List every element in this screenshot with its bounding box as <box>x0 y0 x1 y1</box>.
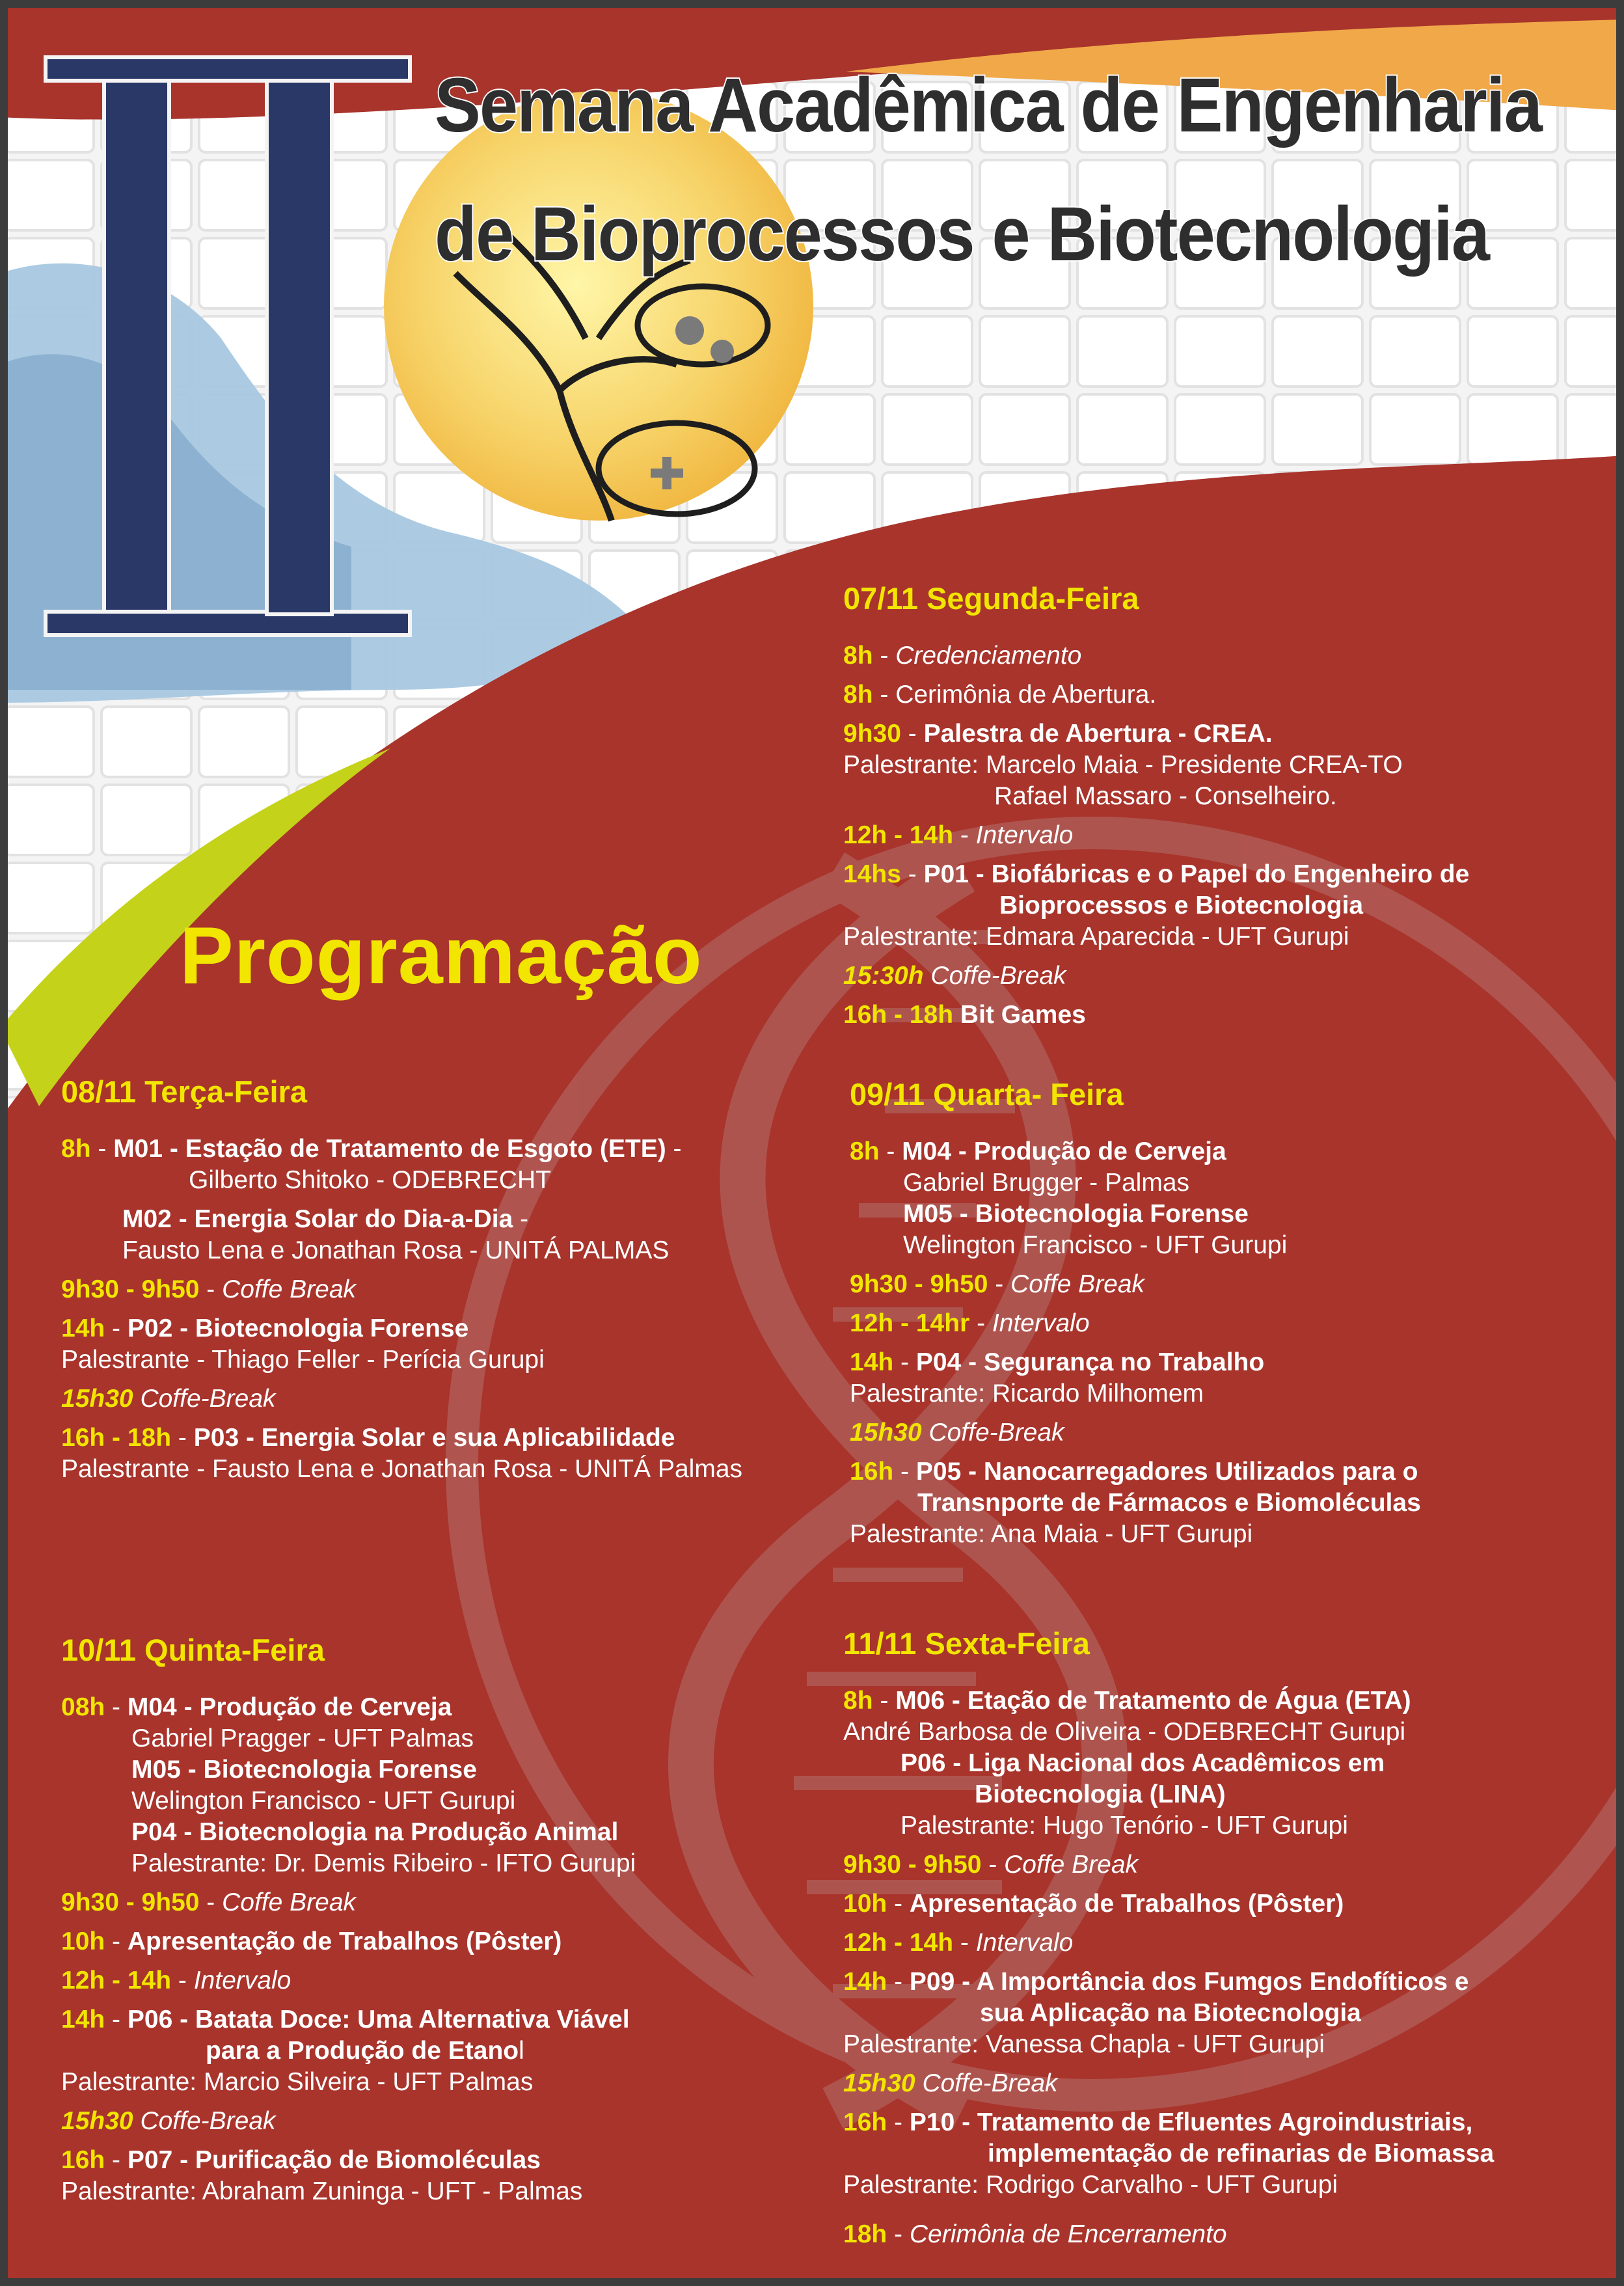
entry-text: P10 - Tratamento de Efluentes Agroindustriais, <box>909 2108 1473 2136</box>
entry-text: P06 - Liga Nacional dos Acadêmicos em <box>900 1749 1385 1777</box>
entry-line <box>843 2138 1494 2170</box>
entry-time: 16h - 18h <box>61 1424 172 1452</box>
entry-separator: - <box>887 1890 910 1918</box>
entry-text: Fausto Lena e Jonathan Rosa - UNITÁ PALMAS <box>122 1236 670 1264</box>
entry-time: 16h - 18h <box>843 1001 954 1029</box>
entry-text: Gilberto Shitoko - ODEBRECHT <box>189 1166 551 1194</box>
entry-separator: - <box>171 1966 194 1994</box>
entry-line <box>843 1998 1494 2029</box>
entry-text: P04 - Biotecnologia na Produção Animal <box>131 1818 619 1846</box>
entry-line <box>843 1000 1469 1031</box>
entry-time: 12h - 14h <box>843 1929 954 1957</box>
schedule-entry <box>843 1888 1494 1920</box>
entry-separator: - <box>105 1314 128 1342</box>
entry-line <box>843 1849 1494 1881</box>
entry-line <box>61 2067 636 2098</box>
entry-separator: - <box>953 1929 976 1957</box>
schedule-entry <box>850 1417 1421 1449</box>
entry-line <box>843 2029 1494 2060</box>
entry-line <box>61 2106 636 2137</box>
entry-time: 10h <box>843 1890 887 1918</box>
entry-text: Palestrante: Dr. Demis Ribeiro - IFTO Gurupi <box>131 1849 636 1877</box>
entry-time: 8h <box>61 1135 91 1163</box>
schedule-entry <box>850 1269 1421 1300</box>
entry-time: 12h - 14h <box>61 1966 172 1994</box>
entry-text: Coffe Break <box>1010 1270 1145 1298</box>
schedule-entry <box>61 1422 742 1485</box>
entry-separator: - <box>887 1968 910 1996</box>
entry-text: P02 - Biotecnologia Forense <box>127 1314 469 1342</box>
entry-line <box>843 1888 1494 1920</box>
entry-text: Cerimônia de Encerramento <box>909 2220 1227 2248</box>
entry-line <box>61 1692 636 1723</box>
entry-text: Apresentação de Trabalhos (Pôster) <box>127 1927 562 1955</box>
schedule-entry <box>61 1887 636 1918</box>
entry-text: Palestrante - Fausto Lena e Jonathan Rosa - UNITÁ Palmas <box>61 1455 743 1483</box>
entry-line <box>61 1274 742 1305</box>
day-block-0711 <box>843 579 1469 1031</box>
programacao-heading: Programação <box>180 911 703 1001</box>
entry-separator: - <box>953 821 976 849</box>
entry-time: 15h30 <box>850 1419 922 1447</box>
day-block-0811 <box>61 1072 742 1485</box>
entry-time: 9h30 - 9h50 <box>61 1888 200 1916</box>
entry-text: Gabriel Brugger - Palmas <box>903 1169 1190 1197</box>
entry-line <box>843 1717 1494 1748</box>
entry-time: 16h <box>843 2108 887 2136</box>
entry-line <box>61 1965 636 1996</box>
entry-line <box>61 1165 742 1196</box>
entry-time: 8h <box>843 1687 873 1715</box>
entry-separator <box>133 2107 141 2135</box>
entry-text: Palestrante - Thiago Feller - Perícia Gurupi <box>61 1346 545 1374</box>
entry-text: Coffe Break <box>222 1888 357 1916</box>
entry-text: M05 - Biotecnologia Forense <box>131 1756 477 1784</box>
entry-text: - Produção de Cerveja <box>176 1693 452 1721</box>
entry-text: - <box>513 1205 529 1233</box>
entry-text: Palestrante: Ana Maia - UFT Gurupi <box>850 1520 1253 1548</box>
entry-separator: - <box>105 2146 128 2174</box>
entry-text: Intervalo <box>975 1929 1074 1957</box>
entry-separator: - <box>873 642 896 670</box>
entry-time: 14hs <box>843 860 901 888</box>
entry-text: M04 - Produção de Cerveja <box>902 1137 1226 1165</box>
entry-time: 15h30 <box>61 2107 133 2135</box>
entry-separator: - <box>900 860 924 888</box>
entry-text: M01 - Estação de Tratamento de Esgoto (ETE) <box>113 1135 666 1163</box>
entry-text: M06 - Etação de Tratamento de Água (ETA) <box>895 1687 1411 1715</box>
entry-line <box>843 921 1469 953</box>
entry-time: 18h <box>843 2220 887 2248</box>
entry-line <box>61 1204 742 1235</box>
entry-line <box>61 1235 742 1266</box>
entry-text: Bit Games <box>960 1001 1086 1029</box>
entry-text: Palestrante: Hugo Tenório - UFT Gurupi <box>900 1812 1348 1840</box>
day-title: 09/11 Quarta- Feira <box>850 1077 1124 1111</box>
entry-time: 14h <box>850 1348 894 1376</box>
entry-line <box>850 1378 1421 1409</box>
entry-text: Coffe-Break <box>922 2069 1058 2097</box>
entry-text: Welington Francisco - UFT Gurupi <box>903 1231 1288 1259</box>
schedule-entry <box>61 1926 636 1957</box>
entry-text: Intervalo <box>975 821 1074 849</box>
entry-line <box>843 1966 1494 1998</box>
entry-separator: - <box>199 1275 223 1303</box>
entry-line <box>61 1422 742 1454</box>
schedule-entry <box>61 2145 636 2207</box>
entry-line <box>61 1454 742 1485</box>
schedule-entry <box>61 1204 742 1266</box>
schedule-entry <box>843 2219 1494 2250</box>
title-line-2: de Bioprocessos e Biotecnologia <box>435 191 1489 277</box>
entry-line <box>850 1230 1421 1261</box>
schedule-entry <box>843 2068 1494 2099</box>
entry-text: Palestrante: Edmara Aparecida - UFT Gurupi <box>843 923 1349 951</box>
entry-time: 9h30 - 9h50 <box>843 1851 982 1879</box>
entry-separator: - <box>199 1888 223 1916</box>
entry-line <box>61 1926 636 1957</box>
entry-text: Coffe-Break <box>930 962 1066 990</box>
entry-line <box>850 1456 1421 1488</box>
entry-text: P05 - Nanocarregadores Utilizados para o <box>915 1458 1418 1486</box>
entry-line <box>61 1848 636 1879</box>
schedule-entry <box>843 1927 1494 1959</box>
entry-line <box>843 1685 1494 1717</box>
schedule-entry <box>843 859 1469 953</box>
entry-line <box>61 1134 742 1165</box>
entry-line <box>850 1488 1421 1519</box>
entry-separator: - <box>893 1348 916 1376</box>
entry-line <box>61 1723 636 1754</box>
entry-time: 14h <box>843 1968 887 1996</box>
entry-separator: - <box>873 1687 896 1715</box>
entry-line <box>843 640 1469 672</box>
day-title: 07/11 Segunda-Feira <box>843 581 1139 616</box>
entry-line <box>61 2176 636 2207</box>
entry-text: Apresentação de Trabalhos (Pôster) <box>909 1890 1344 1918</box>
entry-line <box>843 718 1469 750</box>
entry-text: André Barbosa de Oliveira - ODEBRECHT Gurupi <box>843 1718 1406 1746</box>
entry-separator: - <box>105 2006 128 2034</box>
schedule-entry <box>843 1000 1469 1031</box>
entry-text: Coffe-Break <box>140 1385 276 1413</box>
entry-text: Palestrante: Marcio Silveira - UFT Palmas <box>61 2068 534 2096</box>
entry-time: 15h30 <box>843 2069 915 2097</box>
schedule-entry <box>843 820 1469 851</box>
entry-text: Palestrante: Rodrigo Carvalho - UFT Gurupi <box>843 2171 1338 2199</box>
entry-line <box>850 1199 1421 1230</box>
entry-separator: - <box>90 1135 114 1163</box>
entry-line <box>61 1344 742 1376</box>
day-block-0911 <box>850 1075 1421 1550</box>
day-title: 10/11 Quinta-Feira <box>61 1633 325 1667</box>
schedule-entry <box>843 1685 1494 1842</box>
entry-text: P01 - Biofábricas e o Papel do Engenheiro de <box>923 860 1470 888</box>
entry-text: M02 - Energia Solar do Dia-a-Dia <box>122 1205 513 1233</box>
day-title: 08/11 Terça-Feira <box>61 1074 307 1109</box>
entry-text: Palestrante: Ricardo Milhomem <box>850 1380 1204 1408</box>
entry-separator: - <box>879 1137 902 1165</box>
schedule-entry <box>61 1274 742 1305</box>
entry-separator: - <box>171 1424 194 1452</box>
schedule-entry <box>843 640 1469 672</box>
entry-text: Intervalo <box>992 1309 1090 1337</box>
entry-line <box>61 2145 636 2176</box>
entry-text: P07 - Purificação de Biomoléculas <box>127 2146 541 2174</box>
entry-line <box>850 1269 1421 1300</box>
schedule-entry <box>843 1966 1494 2060</box>
entry-line <box>843 2068 1494 2099</box>
entry-line <box>843 2170 1494 2201</box>
entry-text: Palestrante: Vanessa Chapla - UFT Gurupi <box>843 2030 1325 2058</box>
entry-line <box>843 820 1469 851</box>
entry-line <box>850 1167 1421 1199</box>
entry-separator: - <box>105 1693 128 1721</box>
entry-text: Gabriel Pragger - UFT Palmas <box>131 1724 474 1752</box>
entry-line <box>850 1417 1421 1449</box>
entry-text: Bioprocessos e Biotecnologia <box>999 891 1364 919</box>
entry-line <box>843 1927 1494 1959</box>
day-block-1011 <box>61 1631 636 2207</box>
entry-time: 14h <box>61 1314 105 1342</box>
entry-text: P04 - Segurança no Trabalho <box>915 1348 1265 1376</box>
entry-separator: - <box>900 720 924 748</box>
schedule-entry <box>843 679 1469 711</box>
entry-line <box>61 1817 636 1848</box>
entry-time: 15:30h <box>843 962 924 990</box>
entry-line <box>843 679 1469 711</box>
entry-time: 8h <box>843 642 873 670</box>
entry-separator: - <box>893 1458 916 1486</box>
entry-text: Coffe-Break <box>140 2107 276 2135</box>
entry-text: l <box>519 2037 524 2065</box>
entry-line <box>850 1347 1421 1378</box>
entry-text: M04 <box>127 1693 177 1721</box>
entry-time: 9h30 - 9h50 <box>61 1275 200 1303</box>
entry-separator: - <box>887 2220 910 2248</box>
entry-text: Palestrante: Abraham Zuninga - UFT - Palmas <box>61 2177 583 2205</box>
entry-text: - <box>666 1135 682 1163</box>
entry-text: P03 - Energia Solar e sua Aplicabilidade <box>193 1424 675 1452</box>
entry-text: Intervalo <box>193 1966 291 1994</box>
entry-line <box>843 890 1469 921</box>
entry-separator <box>924 962 931 990</box>
entry-separator <box>133 1385 141 1413</box>
entry-separator <box>922 1419 929 1447</box>
entry-line <box>843 2219 1494 2250</box>
entry-text: Credenciamento <box>895 642 1082 670</box>
entry-time: 8h <box>843 681 873 709</box>
entry-line <box>61 1313 742 1344</box>
entry-time: 14h <box>61 2006 105 2034</box>
entry-line <box>843 750 1469 781</box>
entry-text: Coffe Break <box>1004 1851 1139 1879</box>
entry-text: Biotecnologia (LINA) <box>975 1780 1226 1808</box>
entry-text: Cerimônia de Abertura. <box>895 681 1157 709</box>
schedule-entry <box>850 1136 1421 1261</box>
entry-text: Palestra de Abertura - CREA. <box>923 720 1273 748</box>
entry-line <box>843 960 1469 992</box>
schedule-entry <box>61 1134 742 1196</box>
entry-text: sua Aplicação na Biotecnologia <box>980 1999 1361 2027</box>
entry-time: 16h <box>61 2146 105 2174</box>
entry-time: 08h <box>61 1693 105 1721</box>
schedule-entry <box>843 718 1469 812</box>
day-block-1111 <box>843 1624 1494 2250</box>
entry-time: 12h - 14h <box>843 821 954 849</box>
entry-text: implementação de refinarias de Biomassa <box>988 2140 1495 2168</box>
entry-time: 9h30 <box>843 720 901 748</box>
entry-line <box>843 859 1469 890</box>
entry-text: Welington Francisco - UFT Gurupi <box>131 1787 516 1815</box>
entry-line <box>61 2004 636 2035</box>
entry-separator <box>953 1001 960 1029</box>
entry-text: P09 - A Importância dos Fumgos Endofíticos e <box>909 1968 1469 1996</box>
schedule-entry <box>61 2106 636 2137</box>
entry-line <box>61 1383 742 1415</box>
schedule-entry <box>850 1347 1421 1409</box>
day-title: 11/11 Sexta-Feira <box>843 1626 1090 1661</box>
schedule-entry <box>850 1308 1421 1339</box>
entry-line <box>843 1748 1494 1779</box>
entry-time: 9h30 - 9h50 <box>850 1270 988 1298</box>
schedule-entry <box>61 1692 636 1879</box>
entry-text: Coffe-Break <box>928 1419 1064 1447</box>
entry-line <box>843 1810 1494 1842</box>
entry-line <box>843 781 1469 812</box>
entry-line <box>61 1887 636 1918</box>
entry-text: P06 - Batata Doce: Uma Alternativa Viável <box>127 2006 630 2034</box>
entry-line <box>61 1754 636 1786</box>
entry-separator: - <box>105 1927 128 1955</box>
entry-line <box>61 1786 636 1817</box>
entry-line <box>843 1779 1494 1810</box>
entry-separator: - <box>988 1270 1011 1298</box>
entry-text: Transnporte de Fármacos e Biomoléculas <box>917 1489 1421 1517</box>
entry-text: para a Produção de Etano <box>206 2037 519 2065</box>
entry-separator <box>915 2069 923 2097</box>
entry-separator: - <box>887 2108 910 2136</box>
schedule-entry <box>843 2107 1494 2201</box>
schedule-entry <box>843 1849 1494 1881</box>
entry-line <box>61 2035 636 2067</box>
title-line-1: Semana Acadêmica de Engenharia <box>435 62 1541 148</box>
entry-separator: - <box>981 1851 1005 1879</box>
entry-time: 15h30 <box>61 1385 133 1413</box>
entry-line <box>843 2107 1494 2138</box>
schedule-entry <box>61 1313 742 1376</box>
entry-text: Coffe Break <box>222 1275 357 1303</box>
schedule-entry <box>843 960 1469 992</box>
entry-time: 10h <box>61 1927 105 1955</box>
schedule-entry <box>61 2004 636 2098</box>
entry-text: Rafael Massaro - Conselheiro. <box>994 782 1337 810</box>
entry-text: M05 - Biotecnologia Forense <box>903 1200 1249 1228</box>
entry-line <box>850 1136 1421 1167</box>
entry-text: Palestrante: Marcelo Maia - Presidente CREA-TO <box>843 751 1403 779</box>
entry-line <box>850 1308 1421 1339</box>
entry-time: 8h <box>850 1137 880 1165</box>
schedule-entry <box>850 1456 1421 1550</box>
schedule-entry <box>61 1383 742 1415</box>
entry-time: 12h - 14hr <box>850 1309 970 1337</box>
entry-separator: - <box>873 681 896 709</box>
entry-line <box>850 1519 1421 1550</box>
entry-time: 16h <box>850 1458 894 1486</box>
entry-separator: - <box>969 1309 992 1337</box>
schedule-entry <box>61 1965 636 1996</box>
